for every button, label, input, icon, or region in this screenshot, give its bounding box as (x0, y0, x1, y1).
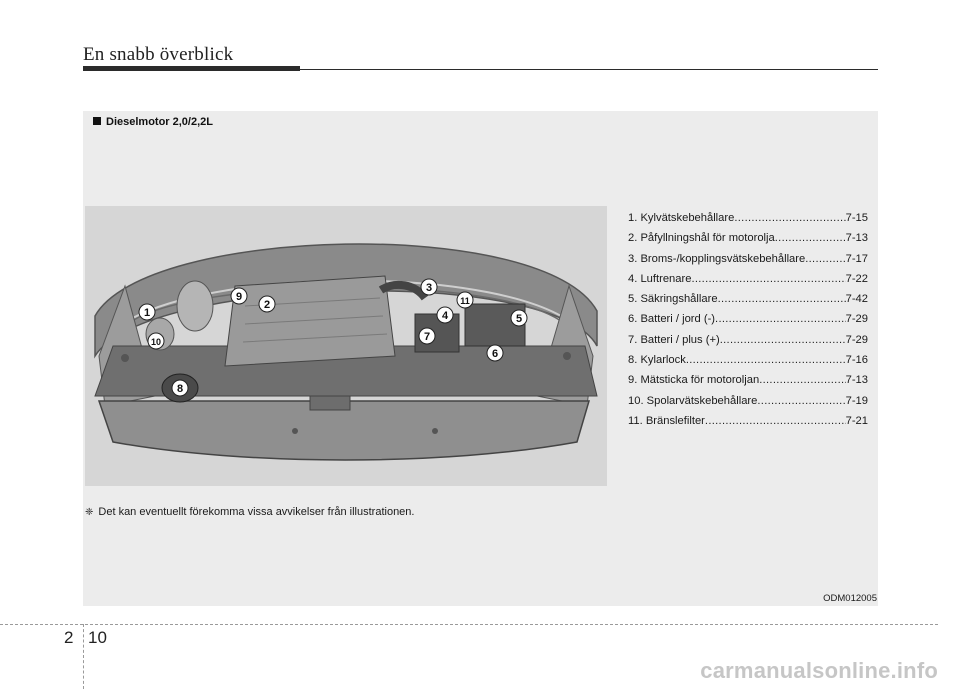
callout-7 (419, 328, 435, 344)
callout-4 (437, 307, 453, 323)
legend-item: 7. Batteri / plus (+) ..... 7-29 (628, 330, 868, 350)
bolt-shape (121, 354, 129, 362)
legend-item: 6. Batteri / jord (-) ..... 7-29 (628, 309, 868, 329)
page-number: 10 (88, 628, 107, 647)
svg-text:9: 9 (235, 291, 243, 303)
legend-item: 9. Mätsticka för motoroljan ..... 7-13 (628, 370, 868, 390)
section-title (93, 116, 213, 128)
page-title: En snabb överblick (83, 44, 234, 65)
chapter-number: 2 (64, 628, 74, 647)
coolant-reservoir-shape (177, 281, 213, 331)
header-rule-thin (300, 69, 878, 71)
engine-cover (225, 276, 395, 366)
svg-text:5: 5 (515, 313, 523, 325)
legend-item: 1. Kylvätskebehållare ..... 7-15 (628, 208, 868, 228)
callout-2 (259, 296, 275, 312)
note-text: Det kan eventuellt förekomma vissa avvikelser från illustrationen. (98, 506, 415, 518)
latch-shape (310, 396, 350, 410)
footer-vertical-divider (83, 624, 84, 689)
legend-item: 3. Broms-/kopplingsvätskebehållare ..... 7-17 (628, 249, 868, 269)
svg-text:7: 7 (423, 331, 431, 343)
section-title-text: Dieselmotor 2,0/2,2L (106, 116, 213, 128)
legend-item: 11. Bränslefilter ..... 7-21 (628, 411, 868, 431)
bolt-shape (292, 428, 298, 434)
note-mark-icon: ❈ (85, 507, 94, 518)
svg-text:10: 10 (150, 337, 162, 347)
illustration-note (85, 506, 414, 518)
legend-item: 2. Påfyllningshål för motorolja ..... 7-13 (628, 228, 868, 248)
watermark: carmanualsonline.info (700, 658, 938, 683)
header-rule-thick (83, 66, 300, 71)
legend-list (628, 208, 868, 431)
svg-text:4: 4 (441, 310, 449, 322)
svg-text:11: 11 (460, 296, 470, 306)
callout-11 (457, 292, 473, 308)
callout-3 (421, 279, 437, 295)
footer-divider (0, 624, 938, 625)
square-bullet-icon (93, 117, 101, 125)
svg-text:1: 1 (143, 307, 151, 319)
legend-item: 8. Kylarlock ..... 7-16 (628, 350, 868, 370)
legend-item: 10. Spolarvätskebehållare ..... 7-19 (628, 391, 868, 411)
callout-8 (172, 380, 188, 396)
callout-9 (231, 288, 247, 304)
bolt-shape (563, 352, 571, 360)
svg-text:8: 8 (176, 383, 184, 395)
svg-text:6: 6 (491, 348, 499, 360)
bolt-shape (432, 428, 438, 434)
callout-6 (487, 345, 503, 361)
svg-text:3: 3 (425, 282, 433, 294)
callout-1 (139, 304, 155, 320)
figure-code: ODM012005 (823, 593, 877, 604)
legend-item: 5. Säkringshållare ..... 7-42 (628, 289, 868, 309)
svg-text:2: 2 (263, 299, 271, 311)
legend-item: 4. Luftrenare ..... 7-22 (628, 269, 868, 289)
callout-10 (148, 333, 164, 349)
engine-bay-illustration (85, 206, 607, 486)
callout-5 (511, 310, 527, 326)
